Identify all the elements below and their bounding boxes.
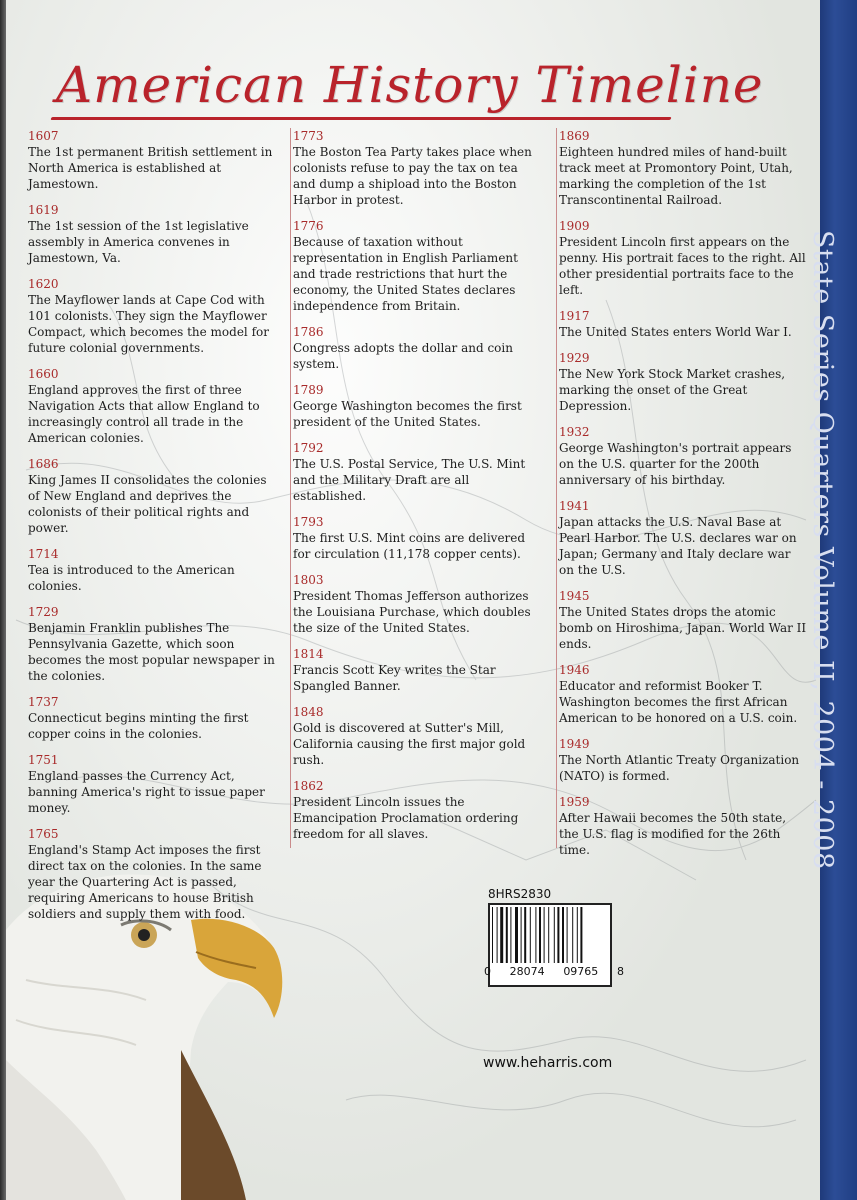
timeline-text: The first U.S. Mint coins are delivered for circulation (11,178 copper cents). xyxy=(293,531,526,561)
barcode-bar xyxy=(515,907,518,963)
timeline-year: 1946 xyxy=(559,663,590,677)
timeline-year: 1686 xyxy=(28,457,59,471)
timeline-year: 1909 xyxy=(559,219,590,233)
barcode-bar xyxy=(530,907,531,963)
timeline-year: 1773 xyxy=(293,129,324,143)
barcode-digit-group: 0 xyxy=(484,965,491,978)
barcode-bar xyxy=(492,907,493,963)
timeline-entry xyxy=(559,736,809,784)
timeline-entry xyxy=(28,752,278,816)
spine-title: State Series Quarters Volume II, 2004 - 2008 xyxy=(807,230,838,870)
timeline-year: 1793 xyxy=(293,515,324,529)
barcode-bar xyxy=(557,907,559,963)
barcode-bar xyxy=(544,907,545,963)
timeline-column-3 xyxy=(556,128,809,857)
timeline-text: President Lincoln issues the Emancipation Proclamation ordering freedom for all slaves. xyxy=(293,795,519,841)
timeline-text: The United States enters World War I. xyxy=(559,325,792,339)
timeline-text: The United States drops the atomic bomb on Hiroshima, Japan. World War II ends. xyxy=(559,605,807,651)
timeline-entry xyxy=(559,794,809,858)
timeline-text: Eighteen hundred miles of hand-built track meet at Promontory Point, Utah, marking the completion of the 1st Transcontinental Railroad. xyxy=(559,145,793,207)
timeline-text: After Hawaii becomes the 50th state, the U.S. flag is modified for the 26th time. xyxy=(559,811,787,857)
timeline-entry xyxy=(293,218,543,314)
timeline-year: 1786 xyxy=(293,325,324,339)
timeline-year: 1929 xyxy=(559,351,590,365)
timeline-text: President Thomas Jefferson authorizes the Louisiana Purchase, which doubles the size of the United States. xyxy=(293,589,531,635)
barcode-bar xyxy=(567,907,568,963)
timeline-text: The New York Stock Market crashes, marking the onset of the Great Depression. xyxy=(559,367,786,413)
barcode-bar xyxy=(510,907,511,963)
timeline-year: 1714 xyxy=(28,547,59,561)
barcode-bar xyxy=(572,907,573,963)
timeline-year: 1814 xyxy=(293,647,324,661)
timeline-entry xyxy=(28,604,278,684)
timeline-year: 1737 xyxy=(28,695,59,709)
timeline-year: 1917 xyxy=(559,309,590,323)
timeline-year: 1789 xyxy=(293,383,324,397)
page-title: American History Timeline xyxy=(56,56,764,114)
timeline-text: Japan attacks the U.S. Naval Base at Pearl Harbor. The U.S. declares war on Japan; Germany and Italy declare war on the U.S. xyxy=(559,515,797,577)
timeline-text: Connecticut begins minting the first copper coins in the colonies. xyxy=(28,711,249,741)
timeline-text: England passes the Currency Act, banning America's right to issue paper money. xyxy=(28,769,265,815)
timeline-column-1 xyxy=(28,128,278,932)
timeline-year: 1941 xyxy=(559,499,590,513)
barcode-digits xyxy=(484,965,624,978)
timeline-entry xyxy=(293,440,543,504)
barcode-bar xyxy=(539,907,541,963)
timeline-text: Gold is discovered at Sutter's Mill, California causing the first major gold rush. xyxy=(293,721,526,767)
timeline-entry xyxy=(559,662,809,726)
timeline-text: The Mayflower lands at Cape Cod with 101 colonists. They sign the Mayflower Compact, which becomes the model for future colonial governments. xyxy=(28,293,269,355)
timeline-text: President Lincoln first appears on the penny. His portrait faces to the right. All other presidential portraits face to the left. xyxy=(559,235,806,297)
timeline-text: The North Atlantic Treaty Organization (NATO) is formed. xyxy=(559,753,800,783)
timeline-text: England's Stamp Act imposes the first direct tax on the colonies. In the same year the Quartering Act is passed, requiring Americans to house British soldiers and supply them with food. xyxy=(28,843,262,921)
timeline-text: The 1st permanent British settlement in North America is established at Jamestown. xyxy=(28,145,273,191)
barcode-bar xyxy=(521,907,522,963)
timeline-entry xyxy=(28,456,278,536)
timeline-entry xyxy=(559,424,809,488)
timeline-entry xyxy=(293,778,543,842)
barcode-bar xyxy=(554,907,555,963)
timeline-column-2 xyxy=(290,128,543,848)
timeline-entry xyxy=(559,218,809,298)
title-underline xyxy=(50,117,671,120)
website-link[interactable]: www.heharris.com xyxy=(483,1055,613,1071)
timeline-text: Tea is introduced to the American colonies. xyxy=(28,563,235,593)
timeline-text: King James II consolidates the colonies of New England and deprives the colonists of their political rights and power. xyxy=(28,473,267,535)
timeline-entry xyxy=(559,128,809,208)
timeline-year: 1848 xyxy=(293,705,324,719)
timeline-entry xyxy=(559,308,809,340)
barcode-bar xyxy=(562,907,564,963)
timeline-year: 1620 xyxy=(28,277,59,291)
timeline-text: Because of taxation without representation in English Parliament and trade restrictions that hurt the economy, the United States declares independence from Britain. xyxy=(293,235,518,313)
sku-code: 8HRS2830 xyxy=(488,887,552,901)
timeline-year: 1765 xyxy=(28,827,59,841)
timeline-year: 1862 xyxy=(293,779,324,793)
timeline-year: 1949 xyxy=(559,737,590,751)
barcode-bar xyxy=(535,907,536,963)
timeline-entry xyxy=(293,646,543,694)
timeline-text: George Washington becomes the first president of the United States. xyxy=(293,399,522,429)
timeline-entry xyxy=(293,382,543,430)
timeline-year: 1959 xyxy=(559,795,590,809)
timeline-entry xyxy=(28,694,278,742)
timeline-entry xyxy=(28,202,278,266)
timeline-entry xyxy=(559,498,809,578)
timeline-year: 1751 xyxy=(28,753,59,767)
timeline-text: The Boston Tea Party takes place when colonists refuse to pay the tax on tea and dump a shipload into the Boston Harbor in protest. xyxy=(293,145,532,207)
barcode-bar xyxy=(500,907,503,963)
timeline-year: 1869 xyxy=(559,129,590,143)
back-cover xyxy=(6,0,820,1200)
timeline-entry xyxy=(293,514,543,562)
timeline-text: Educator and reformist Booker T. Washington becomes the first African American to be honored on a U.S. coin. xyxy=(559,679,798,725)
timeline-year: 1776 xyxy=(293,219,324,233)
timeline-year: 1619 xyxy=(28,203,59,217)
timeline-text: The 1st session of the 1st legislative assembly in America convenes in Jamestown, Va. xyxy=(28,219,249,265)
timeline-entry xyxy=(293,324,543,372)
timeline-text: Francis Scott Key writes the Star Spangled Banner. xyxy=(293,663,496,693)
timeline-year: 1803 xyxy=(293,573,324,587)
barcode-bars xyxy=(490,905,606,965)
timeline-text: Congress adopts the dollar and coin system. xyxy=(293,341,513,371)
timeline-year: 1729 xyxy=(28,605,59,619)
barcode-bar xyxy=(524,907,526,963)
barcode-bar xyxy=(497,907,498,963)
timeline-text: England approves the first of three Navigation Acts that allow England to increasingly control all trade in the American colonies. xyxy=(28,383,260,445)
timeline-year: 1792 xyxy=(293,441,324,455)
timeline-entry xyxy=(28,546,278,594)
timeline-entry xyxy=(559,588,809,652)
barcode-bar xyxy=(548,907,549,963)
timeline-year: 1932 xyxy=(559,425,590,439)
timeline-year: 1607 xyxy=(28,129,59,143)
timeline-entry xyxy=(293,128,543,208)
barcode-digit-group: 8 xyxy=(616,965,624,978)
timeline-entry xyxy=(293,704,543,768)
timeline-text: The U.S. Postal Service, The U.S. Mint and the Military Draft are all established. xyxy=(293,457,526,503)
timeline-entry xyxy=(28,276,278,356)
timeline-entry xyxy=(559,350,809,414)
barcode-bar xyxy=(580,907,582,963)
timeline-text: George Washington's portrait appears on the U.S. quarter for the 200th anniversary of his birthday. xyxy=(559,441,792,487)
barcode-bar xyxy=(506,907,508,963)
timeline-year: 1660 xyxy=(28,367,59,381)
timeline-entry xyxy=(28,128,278,192)
timeline-entry xyxy=(28,826,278,922)
timeline-text: Benjamin Franklin publishes The Pennsylvania Gazette, which soon becomes the most popular newspaper in the colonies. xyxy=(28,621,275,683)
timeline-entry xyxy=(293,572,543,636)
barcode-digit-group: 09765 xyxy=(563,965,599,978)
barcode-bar xyxy=(577,907,578,963)
timeline-year: 1945 xyxy=(559,589,590,603)
timeline-entry xyxy=(28,366,278,446)
barcode-digit-group: 28074 xyxy=(509,965,545,978)
